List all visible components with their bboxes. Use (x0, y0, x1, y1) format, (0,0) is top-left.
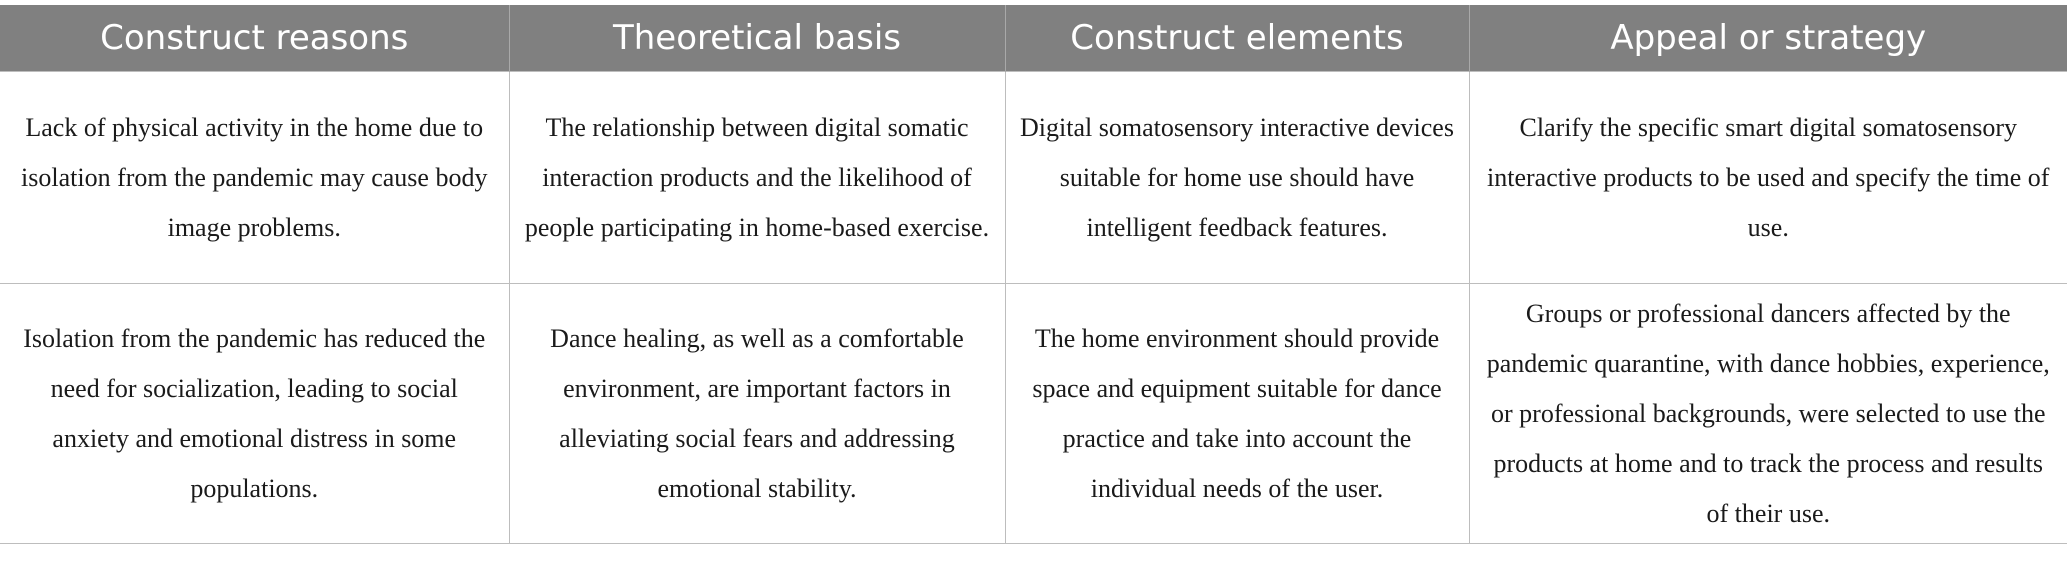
table-cell: Dance healing, as well as a comfortable environment, are important factors in alleviating social fears and addressing emotional stability. (509, 284, 1005, 544)
table-cell: Clarify the specific smart digital somatosensory interactive products to be used and specify the time of use. (1469, 72, 2067, 284)
table-cell: Isolation from the pandemic has reduced the need for socialization, leading to social anxiety and emotional distress in some populations. (0, 284, 509, 544)
header-row (0, 5, 2067, 72)
table-cell: The relationship between digital somatic interaction products and the likelihood of people participating in home-based exercise. (509, 72, 1005, 284)
table-cell: Digital somatosensory interactive devices suitable for home use should have intelligent feedback features. (1005, 72, 1469, 284)
table-cell: Lack of physical activity in the home due to isolation from the pandemic may cause body image problems. (0, 72, 509, 284)
table-cell: The home environment should provide space and equipment suitable for dance practice and take into account the individual needs of the user. (1005, 284, 1469, 544)
table-row (0, 72, 2067, 284)
table-cell: Groups or professional dancers affected by the pandemic quarantine, with dance hobbies, experience, or professional backgrounds, were selected to use the products at home and to track the process and results of their use. (1469, 284, 2067, 544)
construct-table (0, 5, 2067, 544)
header-construct-elements: Construct elements (1005, 5, 1469, 72)
table-header (0, 5, 2067, 72)
header-appeal-or-strategy: Appeal or strategy (1469, 5, 2067, 72)
header-construct-reasons: Construct reasons (0, 5, 509, 72)
header-theoretical-basis: Theoretical basis (509, 5, 1005, 72)
table-row (0, 284, 2067, 544)
construct-table-container (0, 5, 2067, 544)
table-body (0, 72, 2067, 544)
